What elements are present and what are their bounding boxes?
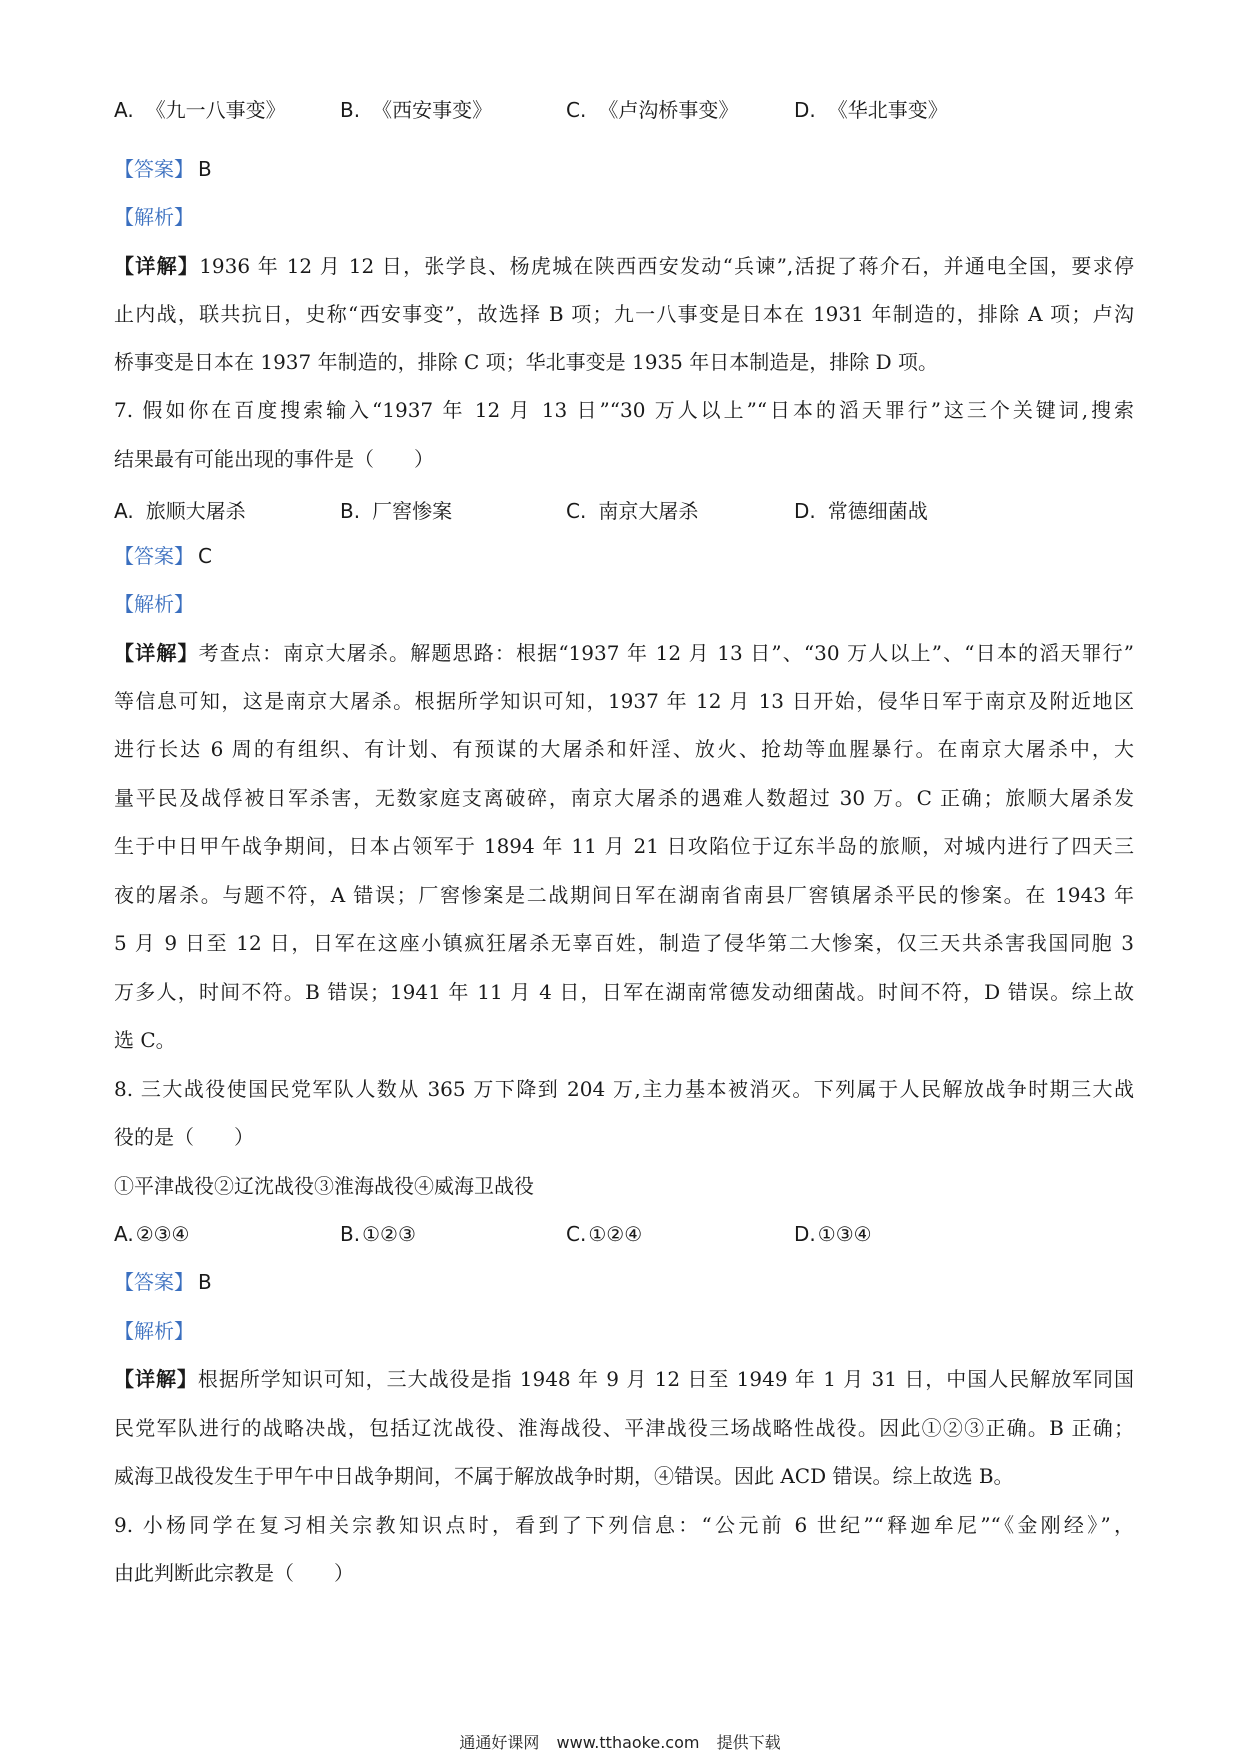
q7-options — [114, 495, 1134, 523]
q8-stem-line: ①平津战役②辽沈战役③淮海战役④威海卫战役 — [114, 1174, 534, 1198]
q7-detail-line: 选 C。 — [114, 1028, 176, 1052]
q6-detail-line: 【详解】1936 年 12 月 12 日，张学良、杨虎城在陕西西安发动“兵谏”,活捉了蒋介石，并通电全国，要求停 — [114, 254, 1135, 278]
q8-analysis: 【解析】 — [114, 1319, 194, 1343]
q7-analysis: 【解析】 — [114, 592, 194, 616]
q7-detail-line: 夜的屠杀。与题不符，A 错误；厂窖惨案是二战期间日军在湖南省南县厂窖镇屠杀平民的惨案。在 1943 年 — [114, 883, 1134, 907]
q9-stem-line: 9. 小杨同学在复习相关宗教知识点时，看到了下列信息：“公元前 6 世纪”“释迦牟尼”“《金刚经》”， — [114, 1513, 1134, 1537]
footer-url[interactable]: www.tthaoke.com — [556, 1733, 700, 1752]
q6-answer: 【答案】 B — [114, 157, 212, 181]
q6-option-a: A. 《九一八事变》 — [114, 98, 286, 122]
q7-answer: 【答案】 C — [114, 544, 212, 568]
q6-option-c: C. 《卢沟桥事变》 — [566, 98, 739, 122]
q8-detail-line: 威海卫战役发生于甲午中日战争期间，不属于解放战争时期，④错误。因此 ACD 错误。综上故选 B。 — [114, 1464, 1014, 1488]
q7-option-d: D. 常德细菌战 — [794, 499, 928, 523]
q6-options — [114, 94, 1134, 122]
q7-detail-line: 万多人，时间不符。B 错误；1941 年 11 月 4 日，日军在湖南常德发动细菌战。时间不符，D 错误。综上故 — [114, 980, 1134, 1004]
q7-detail-line: 进行长达 6 周的有组织、有计划、有预谋的大屠杀和奸淫、放火、抢劫等血腥暴行。在南京大屠杀中，大 — [114, 737, 1134, 761]
q7-stem-line: 结果最有可能出现的事件是（ ） — [114, 447, 434, 471]
q7-detail-line: 5 月 9 日至 12 日，日军在这座小镇疯狂屠杀无辜百姓，制造了侵华第二大惨案，仅三天共杀害我国同胞 3 — [114, 931, 1134, 955]
q9-stem-line: 由此判断此宗教是（ ） — [114, 1561, 354, 1585]
q8-detail-line: 民党军队进行的战略决战，包括辽沈战役、淮海战役、平津战役三场战略性战役。因此①②③正确。B 正确； — [114, 1416, 1134, 1440]
q8-option-a: A. ②③④ — [114, 1222, 190, 1246]
q6-option-b: B. 《西安事变》 — [340, 98, 493, 122]
q7-detail-line: 【详解】考查点：南京大屠杀。解题思路：根据“1937 年 12 月 13 日”、“30 万人以上”、“日本的滔天罪行” — [114, 641, 1134, 665]
q6-detail-line: 止内战，联共抗日，史称“西安事变”，故选择 B 项；九一八事变是日本在 1931 年制造的，排除 A 项；卢沟 — [114, 302, 1134, 326]
q8-detail-line: 【详解】根据所学知识可知，三大战役是指 1948 年 9 月 12 日至 1949 年 1 月 31 日，中国人民解放军同国 — [114, 1367, 1135, 1391]
q8-stem-line: 8. 三大战役使国民党军队人数从 365 万下降到 204 万,主力基本被消灭。下列属于人民解放战争时期三大战 — [114, 1077, 1134, 1101]
q6-detail-line: 桥事变是日本在 1937 年制造的，排除 C 项；华北事变是 1935 年日本制造是，排除 D 项。 — [114, 350, 938, 374]
footer-note: 提供下载 — [716, 1733, 781, 1752]
q7-stem-line: 7. 假如你在百度搜索输入“1937 年 12 月 13 日”“30 万人以上”“日本的滔天罪行”这三个关键词,搜索 — [114, 398, 1134, 422]
q8-option-d: D. ①③④ — [794, 1222, 872, 1246]
q7-detail-line: 等信息可知，这是南京大屠杀。根据所学知识可知，1937 年 12 月 13 日开始，侵华日军于南京及附近地区 — [114, 689, 1134, 713]
q8-answer: 【答案】 B — [114, 1270, 212, 1294]
q8-option-b: B. ①②③ — [340, 1222, 416, 1246]
q7-detail-line: 量平民及战俘被日军杀害，无数家庭支离破碎，南京大屠杀的遇难人数超过 30 万。C 正确；旅顺大屠杀发 — [114, 786, 1134, 810]
q7-detail-line: 生于中日甲午战争期间，日本占领军于 1894 年 11 月 21 日攻陷位于辽东半岛的旅顺，对城内进行了四天三 — [114, 834, 1134, 858]
q8-options — [114, 1222, 1134, 1246]
q6-option-d: D. 《华北事变》 — [794, 98, 948, 122]
q7-option-a: A. 旅顺大屠杀 — [114, 499, 246, 523]
page-footer — [0, 1730, 1240, 1753]
q8-option-c: C. ①②④ — [566, 1222, 643, 1246]
q7-option-b: B. 厂窖惨案 — [340, 499, 453, 523]
q6-analysis: 【解析】 — [114, 205, 194, 229]
q7-option-c: C. 南京大屠杀 — [566, 499, 699, 523]
q8-stem-line: 役的是（ ） — [114, 1125, 254, 1149]
footer-site-name: 通通好课网 — [459, 1733, 540, 1752]
